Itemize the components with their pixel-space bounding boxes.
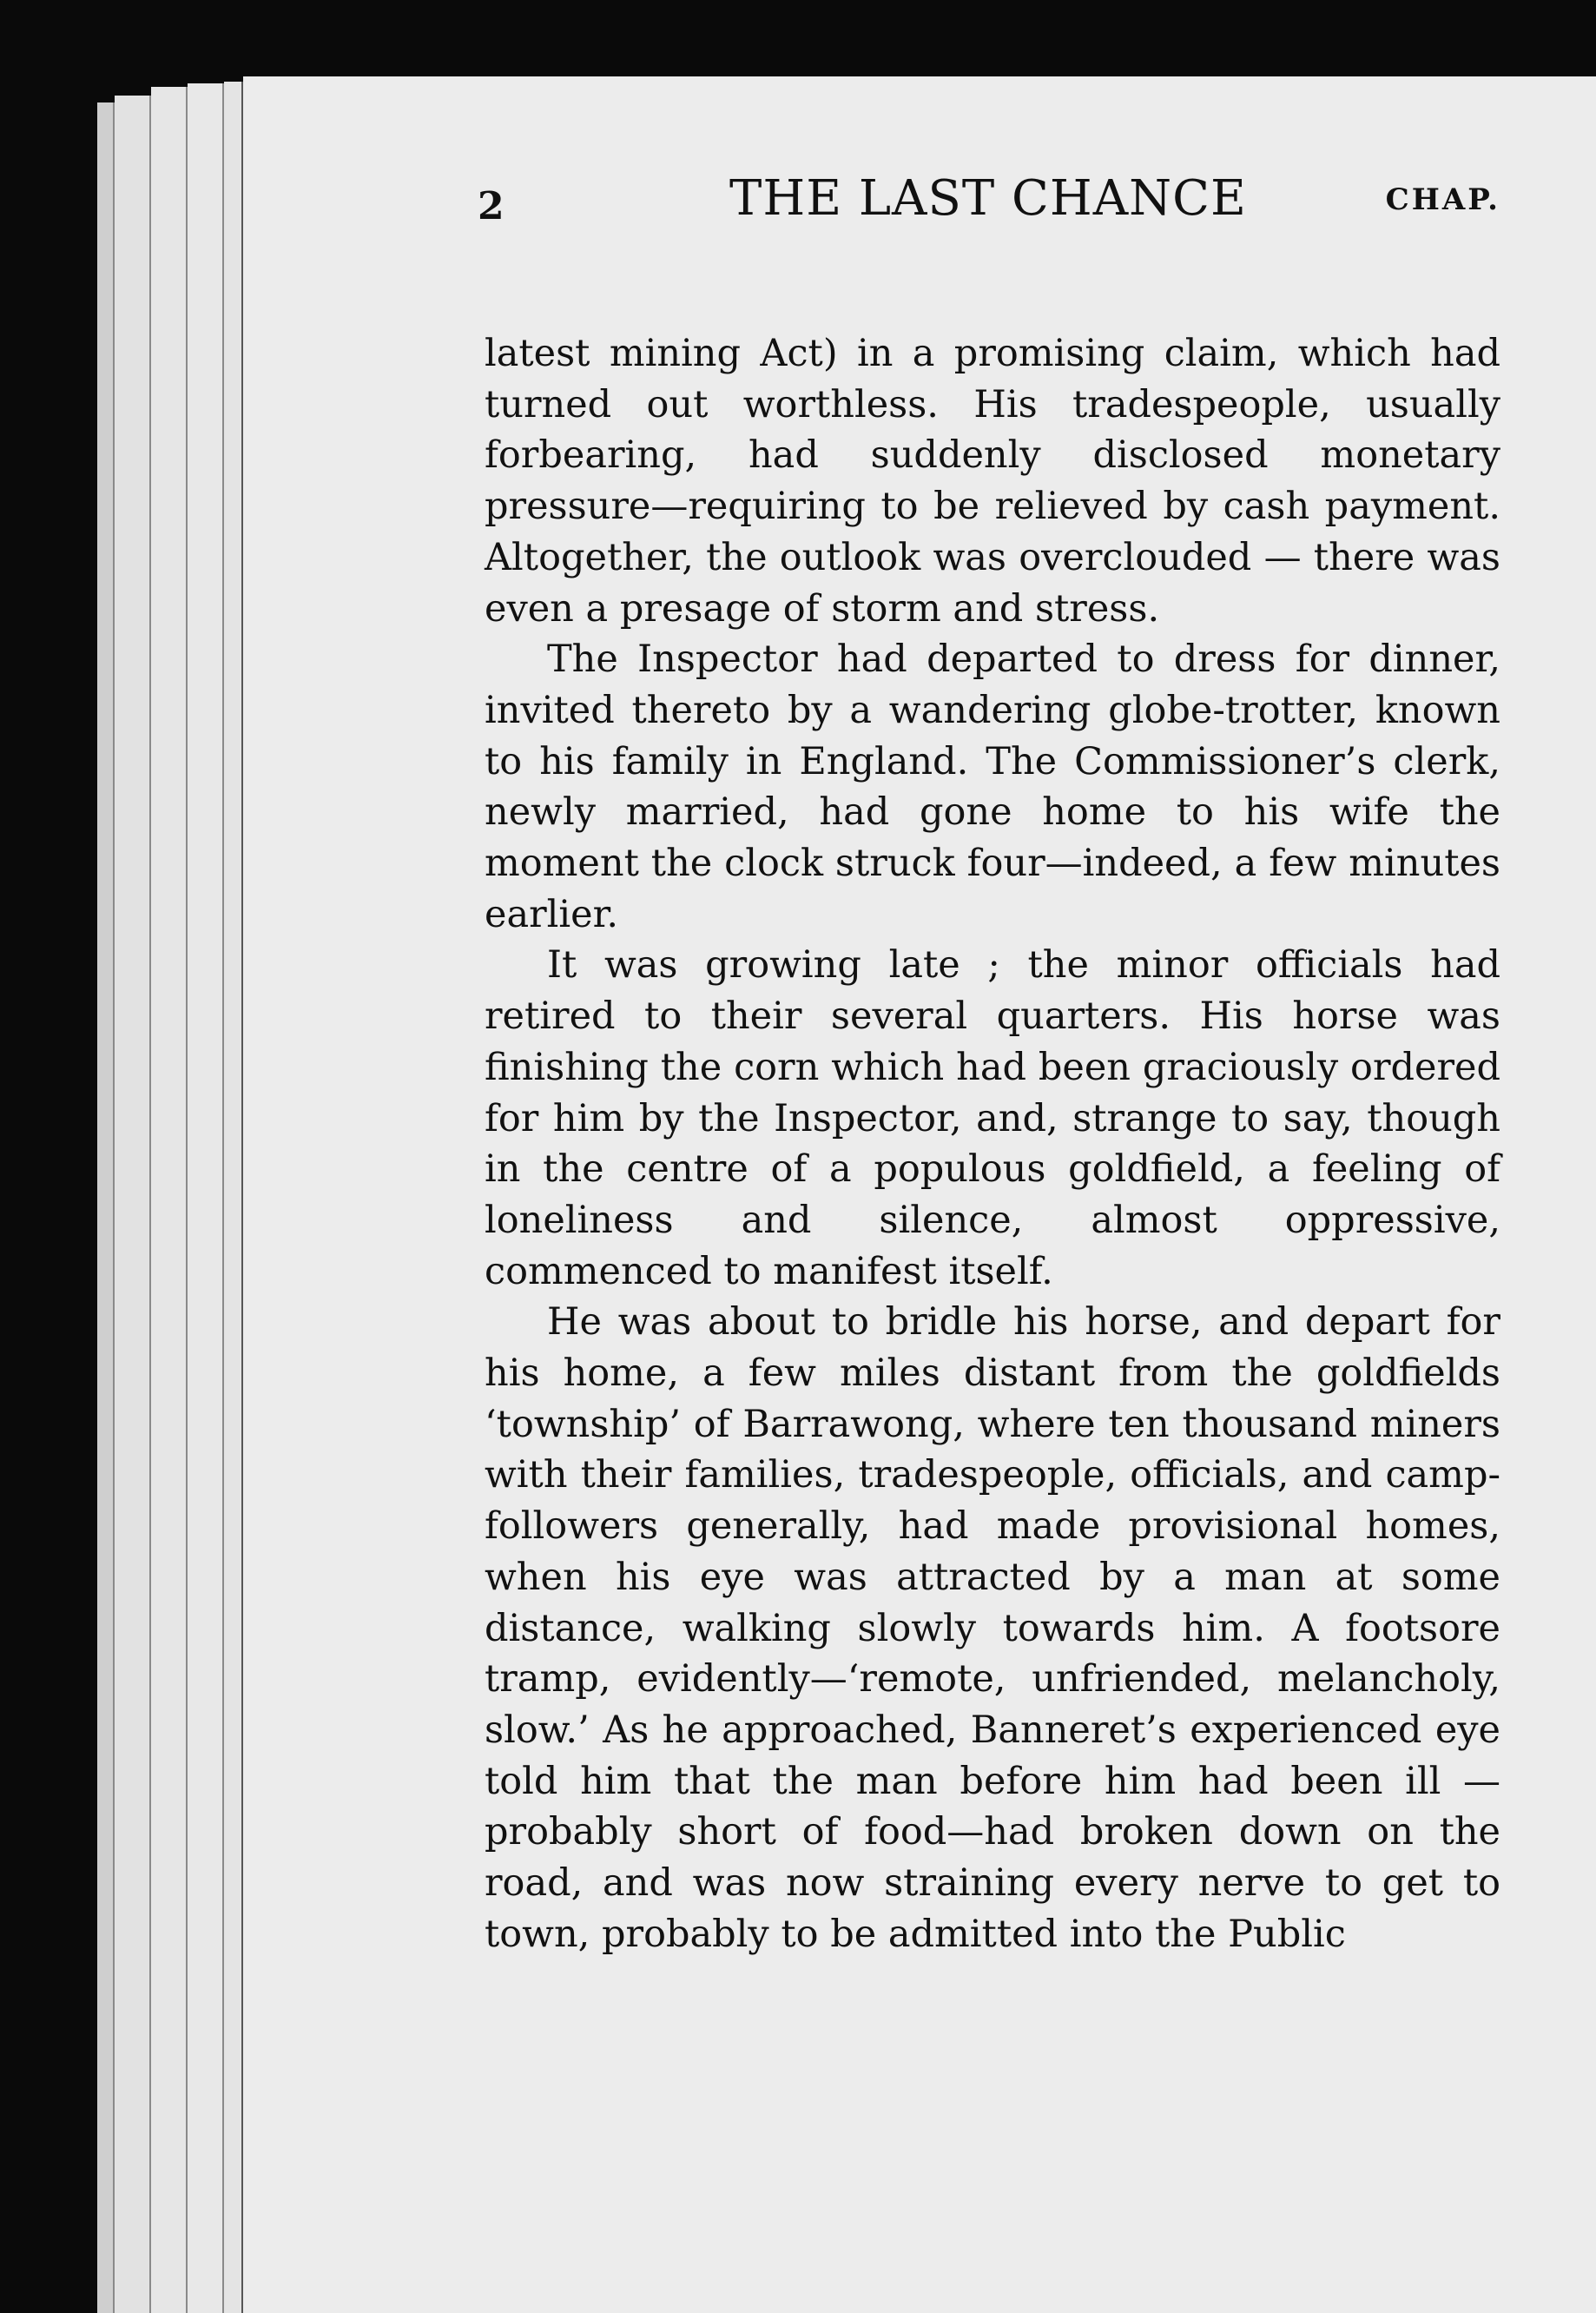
- running-header: [478, 170, 1500, 248]
- page-number: 2: [478, 184, 505, 228]
- running-title: THE LAST CHANCE: [729, 170, 1247, 227]
- chapter-label: CHAP.: [1385, 182, 1500, 217]
- body-text: [485, 328, 1500, 1960]
- page-edge: [115, 96, 151, 2313]
- paragraph: The Inspector had departed to dress for dinner, invited thereto by a wandering globe-trotter, known to his family in England. The Commissioner’s clerk, newly married, had gone home to his wife the moment the clock struck four—indeed, a few minutes earlier.: [485, 638, 1500, 936]
- paragraph: latest mining Act) in a promising claim, which had turned out worthless. His tradespeople, usually forbearing, had suddenly disclosed monetary pressure—requiring to be relieved by cash payment. Altogether, the outlook was overclouded — there was even a presage of storm and stress.: [485, 332, 1500, 631]
- page-edge: [97, 102, 115, 2313]
- page-edge: [188, 83, 224, 2313]
- paragraph: He was about to bridle his horse, and depart for his home, a few miles distant from the goldfields ‘township’ of Barrawong, where ten thousand miners with their families, tradespeople, officials, and camp-followers generally, had made provisional homes, when his eye was attracted by a man at some distance, walking slowly towards him. A footsore tramp, evidently—‘remote, unfriended, melancholy, slow.’ As he approached, Banneret’s experienced eye told him that the man before him had been ill —probably short of food—had broken down on the road, and was now straining every nerve to get to town, probably to be admitted into the Public: [485, 1300, 1500, 1956]
- page-edge: [151, 87, 188, 2313]
- page-edge: [224, 82, 244, 2313]
- paragraph: It was growing late ; the minor officials had retired to their several quarters. His horse was finishing the corn which had been graciously ordered for him by the Inspector, and, strange to say, though in the centre of a populous goldfield, a feeling of loneliness and silence, almost oppressive, commenced to manifest itself.: [485, 943, 1500, 1293]
